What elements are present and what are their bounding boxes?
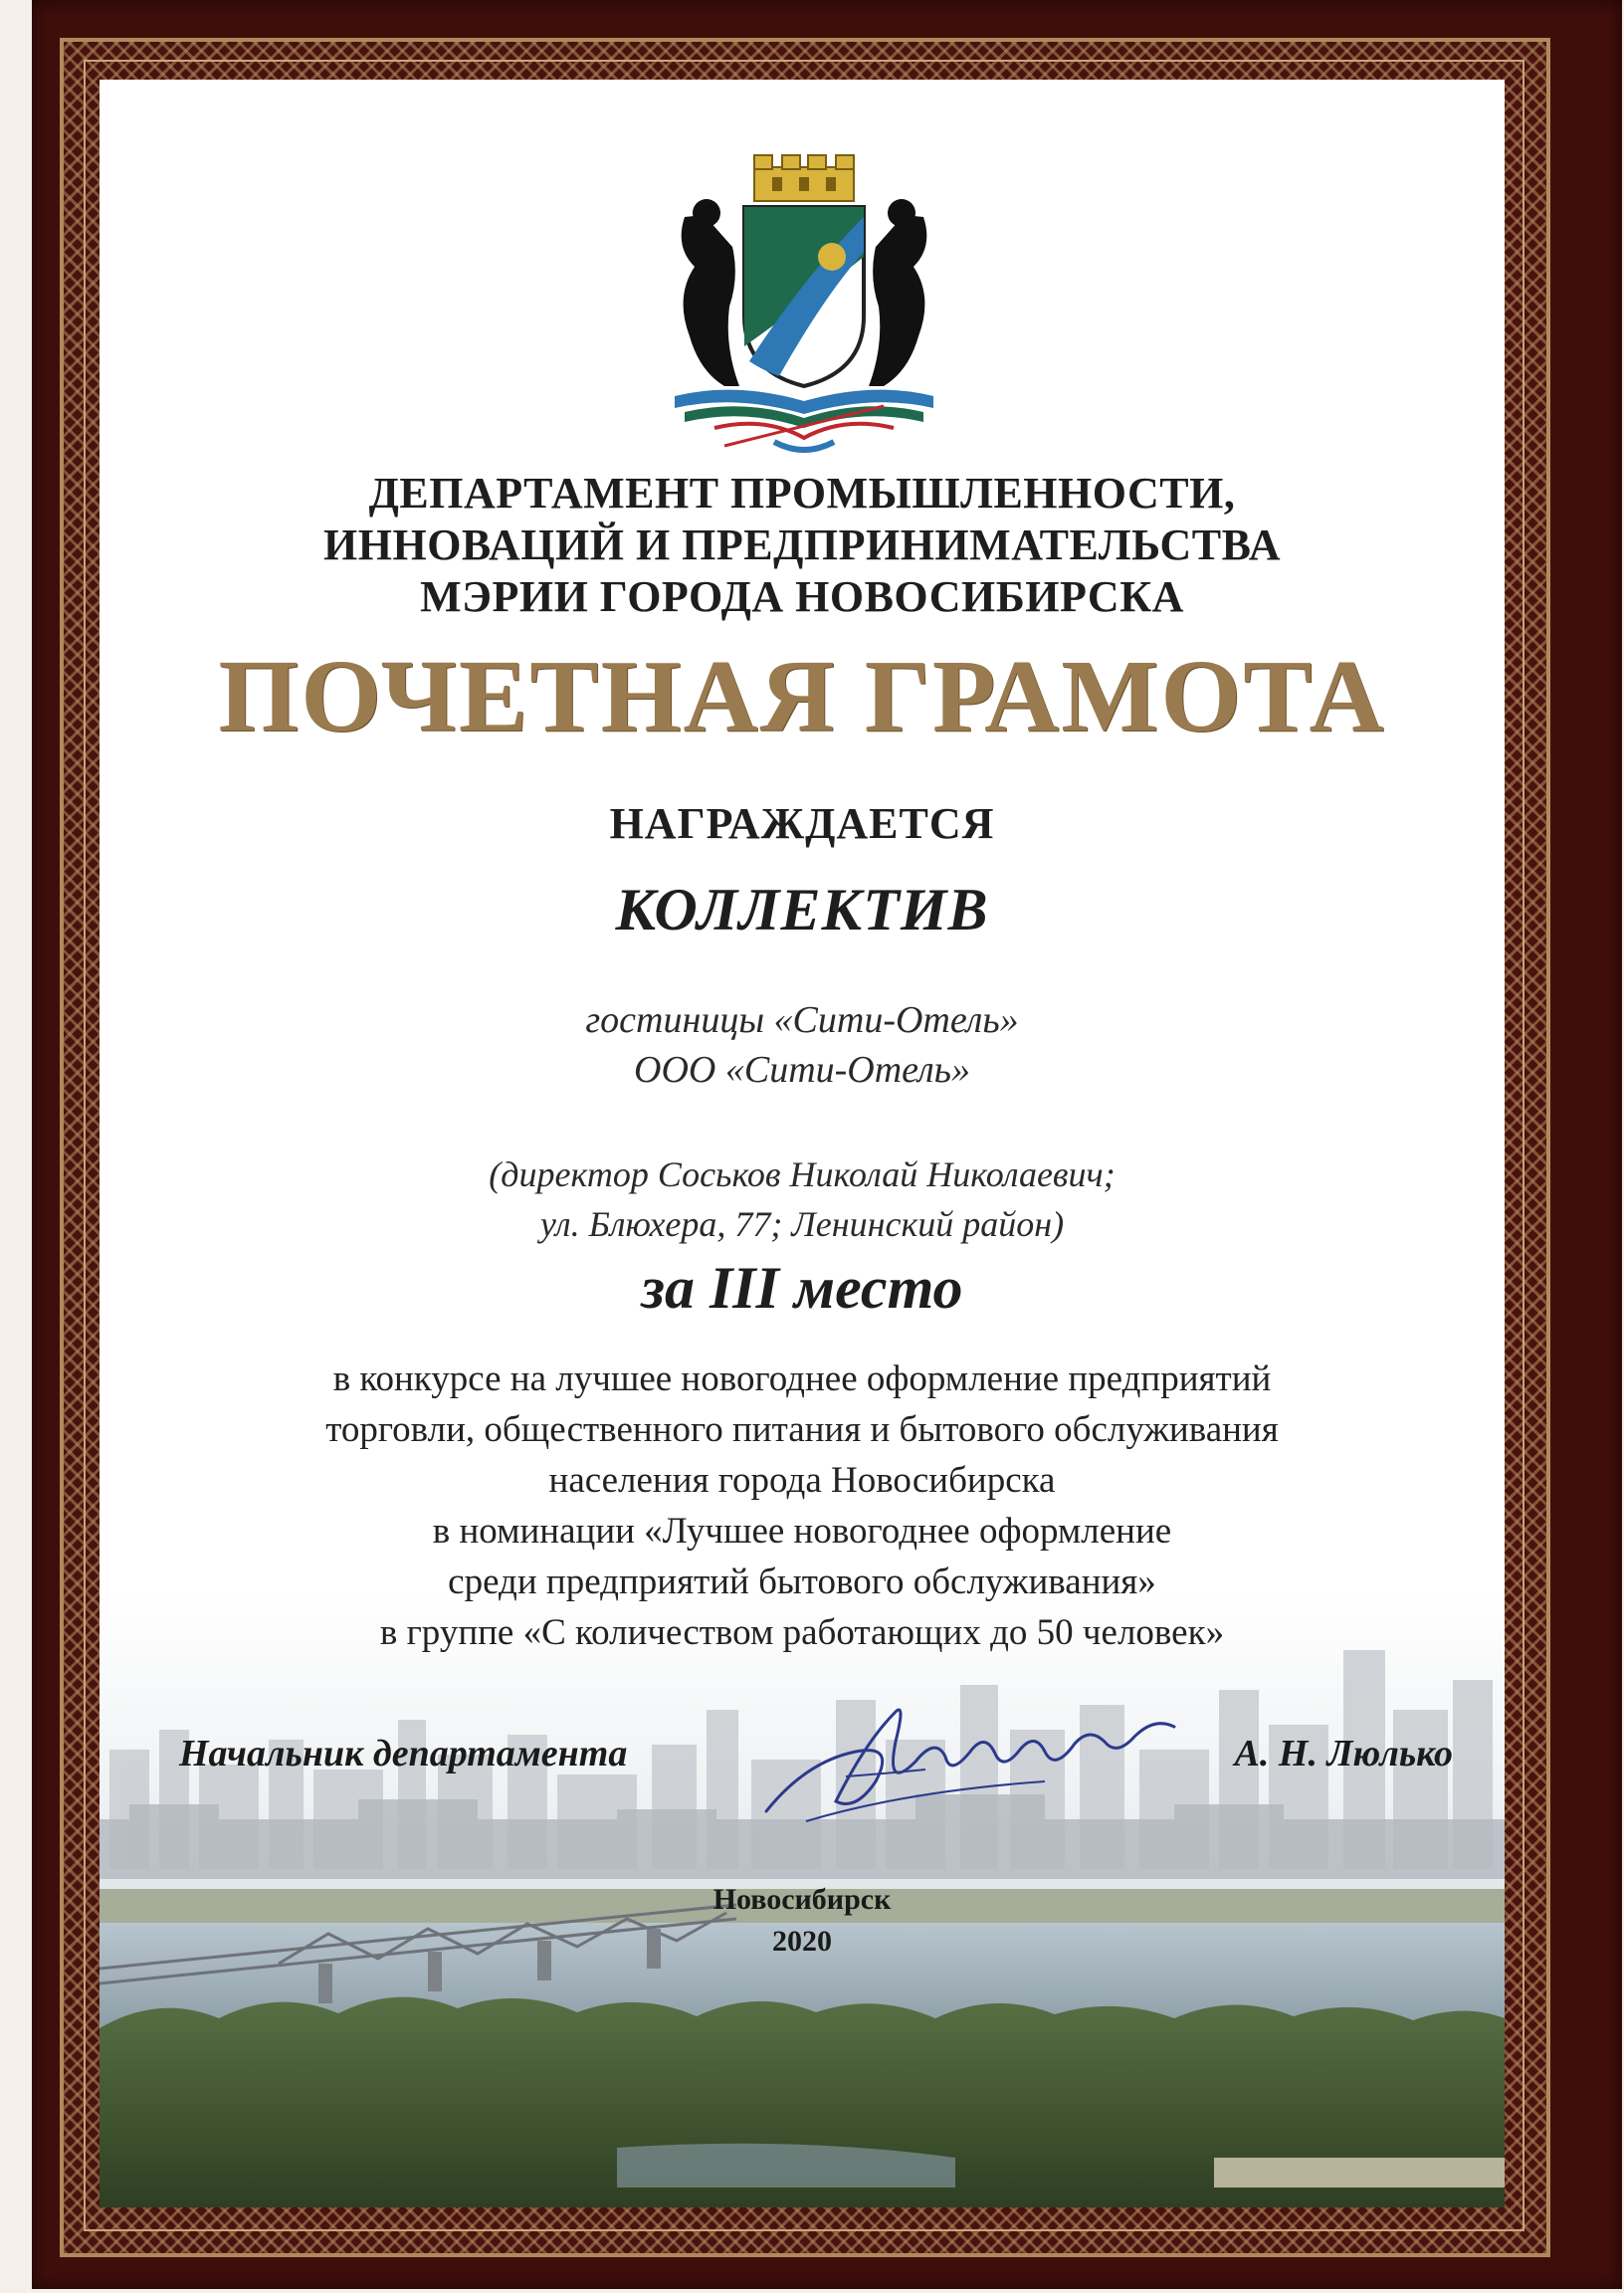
details-line-1: (директор Соськов Николай Николаевич;: [489, 1154, 1116, 1194]
department-line-2: ИННОВАЦИЙ И ПРЕДПРИНИМАТЕЛЬСТВА: [323, 521, 1281, 569]
contest-line-5: среди предприятий бытового обслуживания»: [448, 1562, 1156, 1602]
department-line-1: ДЕПАРТАМЕНТ ПРОМЫШЛЕННОСТИ,: [368, 469, 1236, 518]
awarded-label: НАГРАЖДАЕТСЯ: [609, 799, 995, 848]
department-name: [100, 468, 1505, 623]
contest-line-2: торговли, общественного питания и бытового обслуживания: [325, 1409, 1279, 1450]
certificate-title: ПОЧЕТНАЯ ГРАМОТА: [218, 639, 1386, 753]
organization-details: [100, 1149, 1505, 1249]
organization-line-2: ООО «Сити-Отель»: [634, 1049, 970, 1091]
novosibirsk-coat-of-arms-icon: [655, 147, 953, 466]
footer-year: 2020: [772, 1925, 832, 1958]
signatory-position: Начальник департамента: [179, 1733, 628, 1774]
contest-description: [100, 1354, 1505, 1658]
organization-name: [100, 995, 1505, 1095]
certificate-panel: [100, 80, 1505, 2207]
contest-line-6: в группе «С количеством работающих до 50 человек»: [379, 1612, 1225, 1653]
signatory-name: А. Н. Люлько: [1234, 1733, 1453, 1774]
details-line-2: ул. Блюхера, 77; Ленинский район): [539, 1204, 1065, 1244]
signature-icon: [746, 1682, 1214, 1831]
department-line-3: МЭРИИ ГОРОДА НОВОСИБИРСКА: [420, 572, 1184, 621]
recipient-label: КОЛЛЕКТИВ: [615, 877, 989, 942]
organization-line-1: гостиницы «Сити-Отель»: [585, 999, 1019, 1041]
contest-line-1: в конкурсе на лучшее новогоднее оформление предприятий: [332, 1358, 1272, 1399]
contest-line-4: в номинации «Лучшее новогоднее оформление: [432, 1511, 1172, 1552]
award-place: за III место: [641, 1255, 963, 1321]
contest-line-3: населения города Новосибирска: [548, 1460, 1056, 1501]
footer-city: Новосибирск: [712, 1883, 892, 1916]
